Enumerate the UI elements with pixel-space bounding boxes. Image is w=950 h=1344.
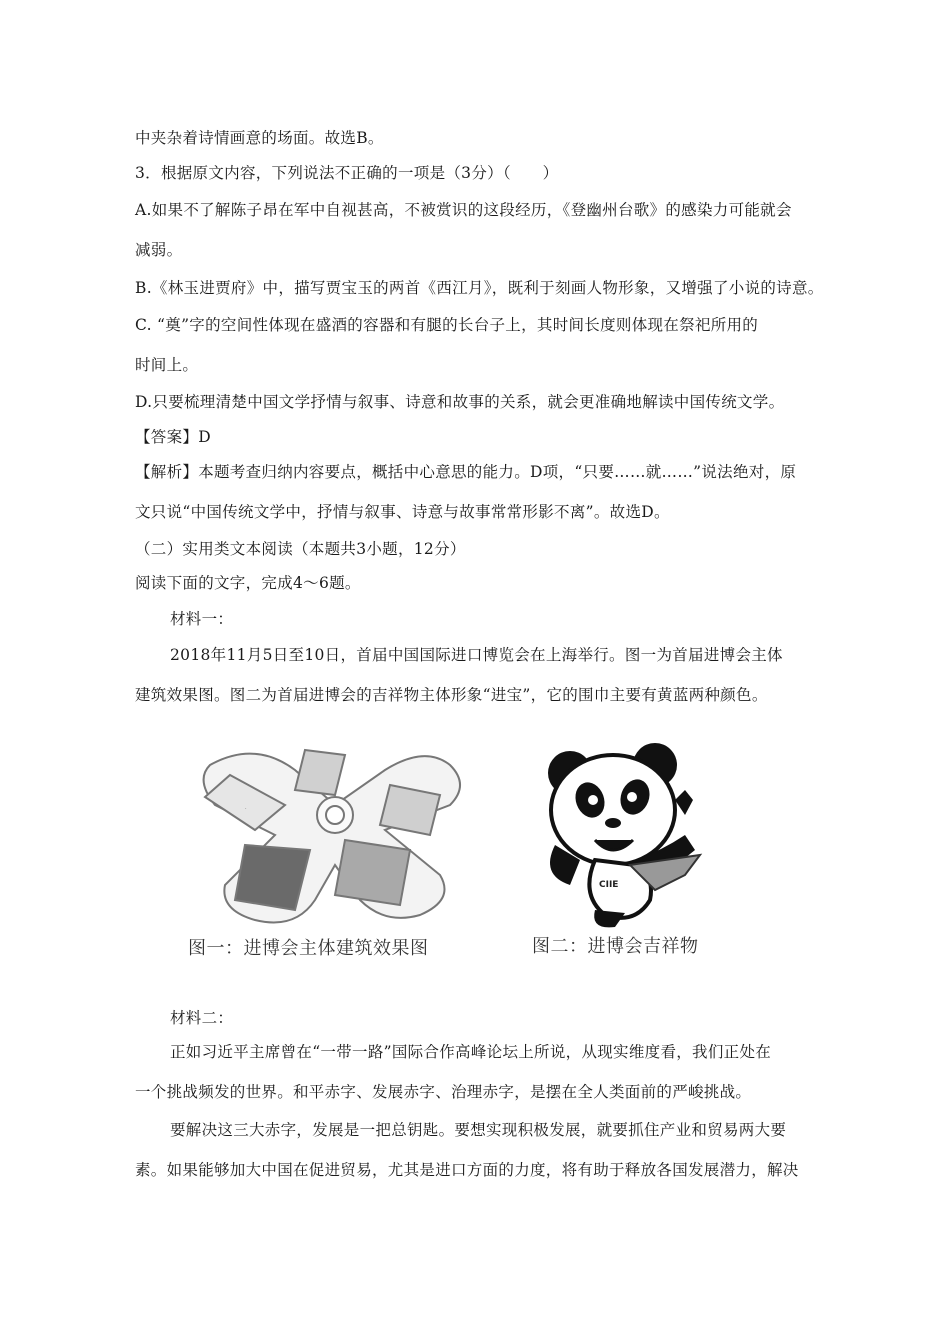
material-2-line-3: 要解决这三大赤字，发展是一把总钥匙。要想实现积极发展，就要抓住产业和贸易两大要 bbox=[170, 1121, 787, 1139]
mascot-scarf-text: CIIE bbox=[599, 880, 619, 890]
material-2-line-2: 一个挑战频发的世界。和平赤字、发展赤字、治理赤字，是摆在全人类面前的严峻挑战。 bbox=[135, 1083, 752, 1101]
analysis-line-1: 【解析】本题考查归纳内容要点，概括中心意思的能力。D项，“只要……就……”说法绝对，原 bbox=[135, 463, 797, 481]
analysis-line-2: 文只说“中国传统文学中，抒情与叙事、诗意与故事常常形影不离”。故选D。 bbox=[135, 503, 670, 521]
option-b: B.《林玉进贾府》中，描写贾宝玉的两首《西江月》，既利于刻画人物形象，又增强了小说的诗意。 bbox=[135, 279, 824, 297]
answer: 【答案】D bbox=[135, 428, 211, 446]
material-1-line-2: 建筑效果图。图二为首届进博会的吉祥物主体形象“进宝”，它的围巾主要有黄蓝两种颜色。 bbox=[135, 686, 768, 704]
figure-1-caption: 图一：进博会主体建筑效果图 bbox=[188, 938, 429, 959]
line-1: 中夹杂着诗情画意的场面。故选B。 bbox=[135, 129, 384, 147]
material-1-line-1: 2018年11月5日至10日，首届中国国际进口博览会在上海举行。图一为首届进博会主体 bbox=[170, 646, 783, 664]
svg-text:·: · bbox=[245, 806, 247, 812]
material-2-line-4: 素。如果能够加大中国在促进贸易，尤其是进口方面的力度，将有助于释放各国发展潜力，解决 bbox=[135, 1161, 799, 1179]
instruction: 阅读下面的文字，完成4～6题。 bbox=[135, 574, 361, 592]
figure-1-building-image bbox=[185, 735, 485, 935]
figure-2-mascot-image bbox=[535, 735, 715, 930]
material-1-label: 材料一： bbox=[170, 610, 234, 628]
option-d: D.只要梳理清楚中国文学抒情与叙事、诗意和故事的关系，就会更准确地解读中国传统文学。 bbox=[135, 393, 785, 411]
option-c-line-1: C. “奠”字的空间性体现在盛酒的容器和有腿的长台子上，其时间长度则体现在祭祀所用的 bbox=[135, 316, 759, 334]
option-a-line-1: A.如果不了解陈子昂在军中自视甚高，不被赏识的这段经历，《登幽州台歌》的感染力可能就会 bbox=[135, 201, 792, 219]
question-3: 3．根据原文内容，下列说法不正确的一项是（3分）（ ） bbox=[135, 164, 559, 182]
section-heading: （二）实用类文本阅读（本题共3小题，12分） bbox=[135, 540, 466, 558]
figure-2-caption: 图二：进博会吉祥物 bbox=[532, 936, 699, 957]
option-c-line-2: 时间上。 bbox=[135, 356, 199, 374]
option-a-line-2: 减弱。 bbox=[135, 241, 183, 259]
material-2-label: 材料二： bbox=[170, 1009, 234, 1027]
material-2-line-1: 正如习近平主席曾在“一带一路”国际合作高峰论坛上所说，从现实维度看，我们正处在 bbox=[170, 1043, 772, 1061]
